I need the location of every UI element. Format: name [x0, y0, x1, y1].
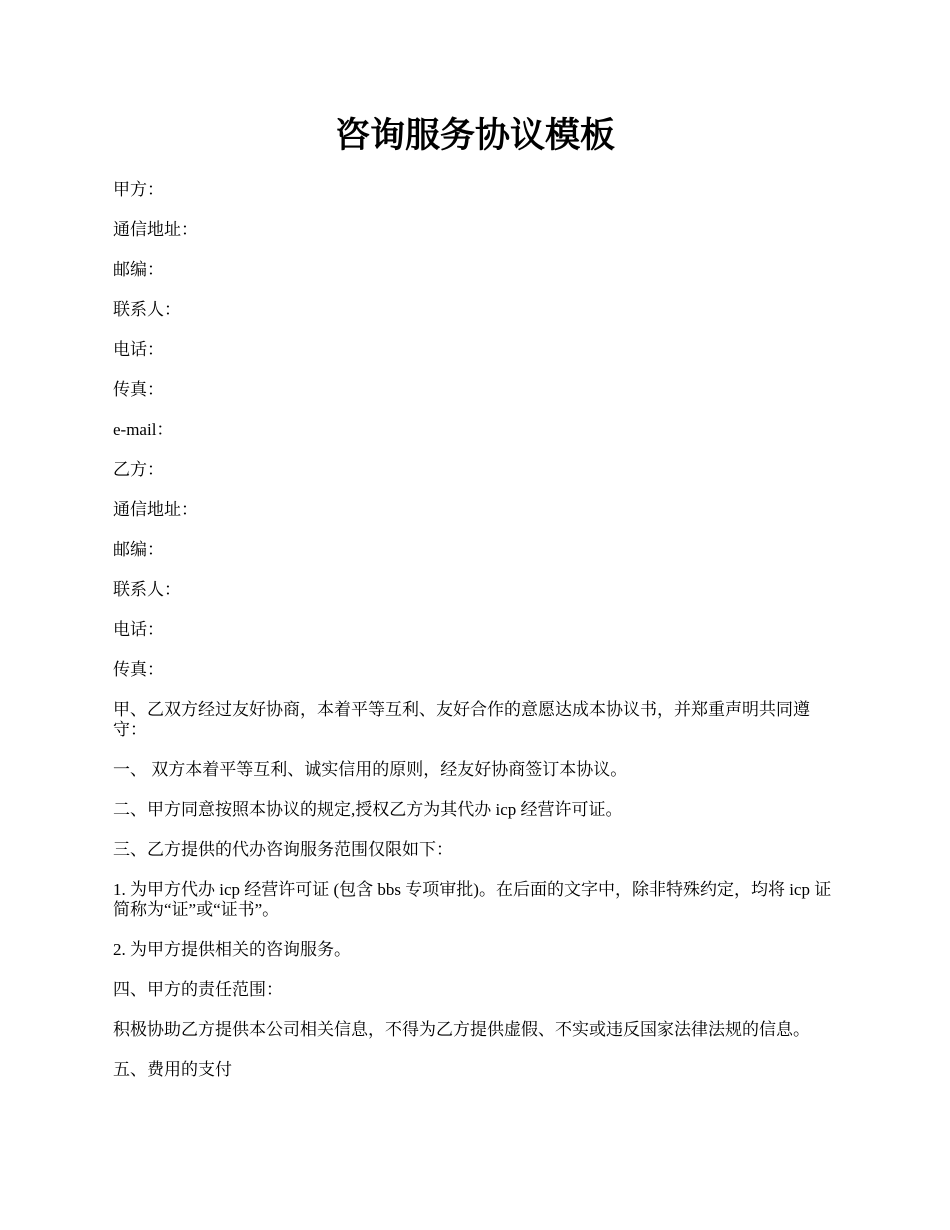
clause-1: 一、 双方本着平等互利、诚实信用的原则，经友好协商签订本协议。: [113, 760, 628, 779]
party-b-label: 乙方：: [113, 460, 164, 479]
clause-2: 二、甲方同意按照本协议的规定,授权乙方为其代办 icp 经营许可证。: [113, 800, 623, 819]
clause-3-item-1: 1. 为甲方代办 icp 经营许可证 (包含 bbs 专项审批)。在后面的文字中，除非特殊约定，均将 icp 证简称为“证”或“证书”。: [113, 880, 832, 919]
party-a-email: e-mail：: [113, 420, 174, 439]
party-a-contact: 联系人：: [113, 300, 181, 319]
clause-3-item-2: 2. 为甲方提供相关的咨询服务。: [113, 940, 351, 959]
party-a-label: 甲方：: [113, 180, 164, 199]
clause-3-heading: 三、乙方提供的代办咨询服务范围仅限如下：: [113, 840, 453, 859]
document-title: 咨询服务协议模板: [334, 115, 615, 156]
preamble-paragraph: 甲、乙双方经过友好协商，本着平等互利、友好合作的意愿达成本协议书，并郑重声明共同遵守：: [113, 700, 810, 739]
clause-4-heading: 四、甲方的责任范围：: [113, 980, 283, 999]
party-a-fax: 传真：: [113, 380, 164, 399]
clause-4-body: 积极协助乙方提供本公司相关信息，不得为乙方提供虚假、不实或违反国家法律法规的信息。: [113, 1020, 810, 1039]
party-b-contact: 联系人：: [113, 580, 181, 599]
clause-5-heading: 五、费用的支付: [113, 1060, 232, 1079]
party-b-postcode: 邮编：: [113, 540, 164, 559]
party-b-phone: 电话：: [113, 620, 164, 639]
party-b-address: 通信地址：: [113, 500, 198, 519]
party-b-fax: 传真：: [113, 660, 164, 679]
party-a-address: 通信地址：: [113, 220, 198, 239]
party-a-postcode: 邮编：: [113, 260, 164, 279]
party-a-phone: 电话：: [113, 340, 164, 359]
document-body: [113, 180, 841, 1100]
